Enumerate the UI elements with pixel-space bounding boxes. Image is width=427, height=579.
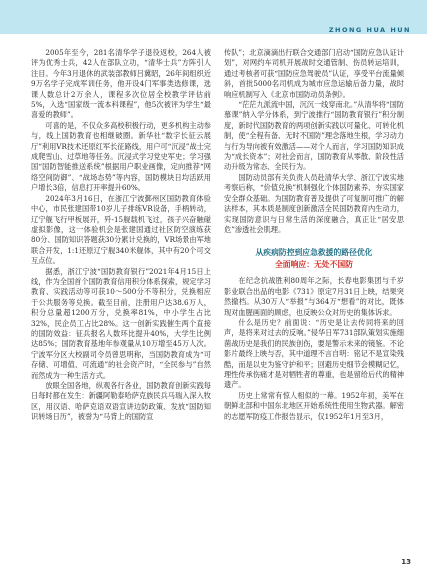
section-title: 从疾病防控到应急救援的路径优化 xyxy=(255,248,373,258)
paragraph: 据悉，浙江宁波“国防教育银行”2021年4月15日上线，作为全国首个国防教育信用积分体系探索，规定学习教育、实践活动等可获10～500分不等积分，兑换相应于公共服务等兑换。截至目前，注册用户达38.6万人，积分总量超1200万分，兑换率81%，中小学生占比32%，民企员工占比28%。这一创新实践催生两个直接的国防效益：征兵报名人数环比提升40%，大学生比例达85%；国防教育基地年参观量从10万增至45万人次。宁波军分区大校副司令员曾思明称，当国防教育成为“可存储、可增值、可流通”的社会资产时，“全民参与”自然而然成为一种生活方式。 xyxy=(31,266,211,380)
page-number: 13 xyxy=(401,558,411,566)
paragraph: 在纪念抗战胜利80周年之际，长春电影集团与千岁影业联合出品的电影《731》原定7月31日上映，结果突然撤档。从30万人“举报”与364万“想看”的对比，既体现对血腥画面的顾虑，也反映公众对历史的集体诉求。 xyxy=(224,276,404,317)
running-header: ZHONG HUA HUN xyxy=(328,26,411,34)
paragraph: 传队”；北京滴滴出行联合交通部门启动“国防应急认证计划”，对网约车司机开展战时交通管制、伤员转运培训，通过考核者可获“国防应急驾驶员”认证，享受平台流量倾斜，首批5000名司机成为城市应急运输后备力量，战时响应机制写入《北京市国防动员条例》。 xyxy=(224,48,404,99)
paragraph: 2005年至今，281名清华学子退役返校，264人被评为优秀士兵，42人在部队立功，“清华士兵”方阵引人注目。今年3月退休的武装部教师吕冀昭，26年间组织近9万名学子完成军训任务，他开设4门军事类选修课，选课人数总计2万余人，课程多次位居全校教学评估前5%，入选“国家级一流本科课程”，他5次被评为学生“最喜爱的教师”。 xyxy=(31,48,211,120)
right-column xyxy=(224,48,404,422)
paragraph: 国防动员部有关负责人员赴清华大学、浙江宁波实地考察后称，“价值兑换”机制强化个体国防素养、夯实国家安全群众基础。为国防教育普及提供了可复制可推广的解法样本，其本质是制度创新激活全民国防教育内生动力，实现国防意识与日常生活的深度融合，真正让“居安思危”渗透社会肌理。 xyxy=(224,172,404,234)
paragraph: “茫茫九派流中国，沉沉一线穿南北。”从清华将“国防慕课”纳入学分体系，到宁波推行“国防教育银行”积分制度，新时代国防教育的两项创新实践以可量化、可转化机制，使“全程有备、无时不国防”理念落地生根，学习动力与行为导向被有效激活——对个人而言，学习国防知识成为“成长资本”；对社会而言，国防教育从零散、阶段性活动升级为常态、全民行为。 xyxy=(224,100,404,172)
paragraph: 放眼全国各地，纵观各行各业，国防教育创新实践每日每时都在发生：新疆阿勒泰哈萨克族民兵马瑞入深入牧区，用汉语、哈萨克语双语宣讲边防政策、发放“国防知识转场日历”，被誉为“马背上的国防宣 xyxy=(31,381,211,422)
paragraph: 历史上常常有惊人相似的一幕。1952年初，美军在朝鲜北部和中国东北地区开始系统性使用生物武器。解密的志愿军防疫工作报告显示，仅1952年1月至3月， xyxy=(224,390,404,421)
left-column xyxy=(31,48,211,423)
paragraph: 可喜的是，不仅众多高校积极行动，更多机构主动参与，线上国防教育也相继破圈。新华社“数字长征云展厅”利用VR技术还原红军长征路线，用户可“沉浸”战士完成爬雪山、过草地等任务。沉浸式学习党史军史；学习强国“国防智能推送系统”根据用户职业画像，定向推荐“网络空间防御”、“战场态势”等内容，国防模块日均活跃用户增长3倍，信息打开率提升60%。 xyxy=(31,120,211,193)
paragraph: 什么是历史？前面说：“历史是让去传同将来的回声，是将来对过去的反响。”侵华日军731部队策划实施细菌战历史是我们的民族创伤，要是警示未来的镜鉴。不论影片最终上映与否，其中道理不言自明：铭记不是宣染残酷，而是以史为鉴守护和平；回避历史细节会模糊记忆，理性传承伤痛才是对牺牲者的尊重，也是留给后代的精神遗产。 xyxy=(224,317,404,390)
paragraph: 2024年3月16日，在浙江宁波鄞州区国防教育体验中心，市民张建国带10岁儿子排练VR设备，手柄转动，辽宁舰飞行甲板展开，歼-15舰载机飞过，孩子兴奋触碰虚拟影像，这一体验机会是张建国通过社区防空演练获80分、国防知识答题获30分累计兑换的，VR场景由军地联合开发，1:1还原辽宁舰340米舰体，其中有20个可交互点位。 xyxy=(31,193,211,266)
section-subtitle: 全面响应：无处不国防 xyxy=(275,260,353,270)
